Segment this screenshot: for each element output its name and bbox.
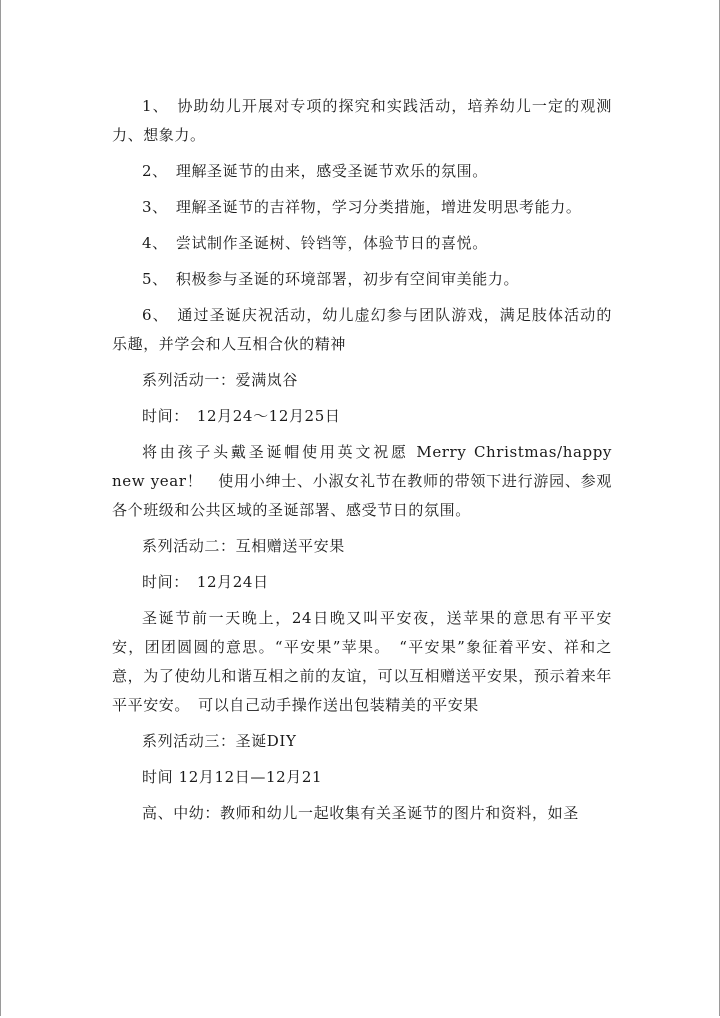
document-body [112,92,612,835]
activity-3-time: 时间 12月12日—12月21 [142,768,323,786]
activity-3-title: 系列活动三：圣诞DIY [142,732,297,750]
goal-item-3: 3、 理解圣诞节的吉祥物，学习分类措施，增进发明思考能力。 [142,198,582,216]
activity-2-time: 时间： 12月24日 [142,573,269,591]
goal-item-5: 5、 积极参与圣诞的环境部署，初步有空间审美能力。 [142,270,520,288]
activity-1-time: 时间： 12月24～12月25日 [142,407,341,425]
goal-item-1: 1、 协助幼儿开展对专项的探究和实践活动，培养幼儿一定的观测力、想象力。 [112,97,612,144]
goal-item-4: 4、 尝试制作圣诞树、铃铛等，体验节日的喜悦。 [142,234,488,252]
activity-2-description: 圣诞节前一天晚上，24日晚又叫平安夜，送苹果的意思有平平安安，团团圆圆的意思。“平安果”苹果。 “平安果”象征着平安、祥和之意，为了使幼儿和谐互相之前的友谊，可以互相赠送平安果，预示着来年平平安安。 可以自己动手操作送出包装精美的平安果 [112,609,612,714]
activity-2-title: 系列活动二：互相赠送平安果 [142,537,345,555]
activity-3-description: 高、中幼：教师和幼儿一起收集有关圣诞节的图片和资料，如圣 [142,804,579,822]
goal-item-6: 6、 通过圣诞庆祝活动，幼儿虚幻参与团队游戏，满足肢体活动的乐趣，并学会和人互相合伙的精神 [112,306,612,353]
activity-1-title: 系列活动一：爱满岚谷 [142,371,299,389]
goal-item-2: 2、 理解圣诞节的由来，感受圣诞节欢乐的氛围。 [142,162,488,180]
activity-1-description: 将由孩子头戴圣诞帽使用英文祝愿 Merry Christmas/happy new year！ 使用小绅士、小淑女礼节在教师的带领下进行游园、参观各个班级和公共区域的圣诞部署、感受节日的氛围。 [112,443,612,519]
